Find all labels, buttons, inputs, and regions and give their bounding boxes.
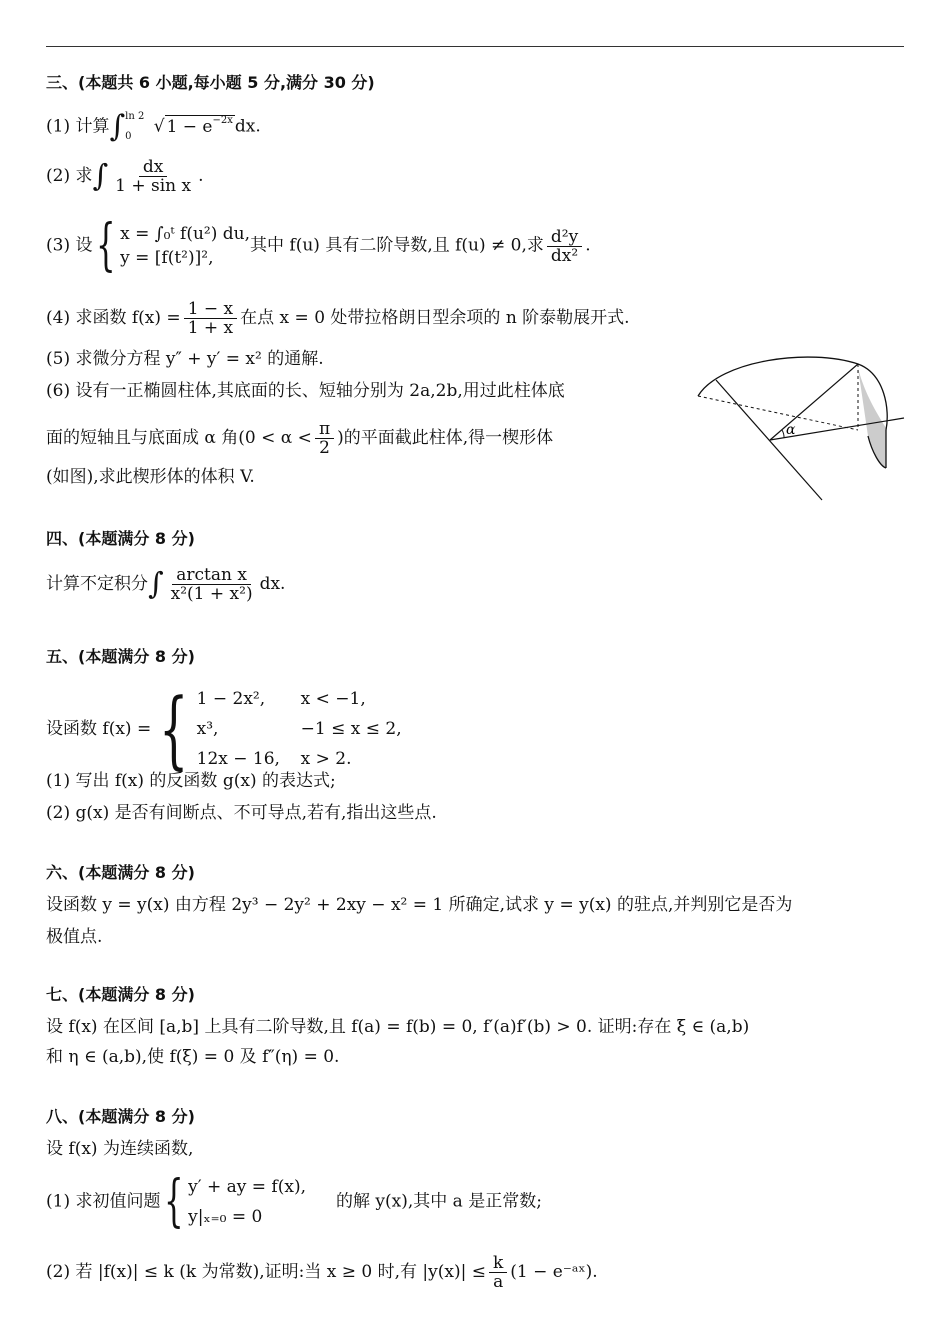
integral-sign: ∫ <box>92 158 109 194</box>
denominator: x²(1 + x²) <box>170 584 253 604</box>
s8-q1-label: (1) 求初值问题 <box>46 1191 161 1212</box>
s4-body <box>46 566 285 603</box>
sqrt-icon: √ <box>153 116 165 137</box>
case-2: y|ₓ₌₀ = 0 <box>188 1207 263 1227</box>
radicand-text: 1 − e <box>166 116 213 137</box>
left-brace-icon: { <box>96 213 117 278</box>
s5-piecewise <box>151 680 402 778</box>
left-brace-icon: { <box>159 680 189 778</box>
s3-q3-text: 其中 f(u) 具有二阶导数,且 f(u) ≠ 0,求 <box>250 235 544 256</box>
s8-intro: 设 f(x) 为连续函数, <box>46 1139 194 1159</box>
top-rule <box>46 46 904 47</box>
s3-q1 <box>46 109 261 144</box>
s3-q1-label: (1) 计算 <box>46 116 110 137</box>
s8-q2-fraction <box>489 1254 507 1291</box>
numerator: k <box>489 1254 507 1273</box>
case-1: x = ∫₀ᵗ f(u²) du, <box>120 224 250 244</box>
s3-q3 <box>46 213 591 278</box>
section-3-title: 三、(本题共 6 小题,每小题 5 分,满分 30 分) <box>46 73 375 92</box>
s3-q6-condition: (0 < α < <box>238 428 312 448</box>
s3-q2-fraction <box>111 158 195 195</box>
s6-line2: 极值点. <box>46 927 103 947</box>
wedge-diagram <box>680 340 910 505</box>
s7-line2: 和 η ∈ (a,b),使 f(ξ) = 0 及 f″(η) = 0. <box>46 1047 340 1067</box>
denominator: 1 + x <box>187 318 234 338</box>
s8-q1-tail: 的解 y(x),其中 a 是正常数; <box>335 1191 542 1212</box>
section-7-title: 七、(本题满分 8 分) <box>46 985 195 1004</box>
radicand-exp: −2x <box>212 114 233 126</box>
denominator: dx² <box>550 245 579 266</box>
denominator: 1 + sin x <box>115 176 192 196</box>
s3-q2-tail: . <box>198 166 204 186</box>
s3-q1-tail: dx. <box>234 116 261 137</box>
numerator: 1 − x <box>184 300 237 319</box>
case-row-2 <box>197 714 402 744</box>
s3-q5: (5) 求微分方程 y″ + y′ = x² 的通解. <box>46 349 324 369</box>
case-3-cond: x > 2. <box>300 749 352 769</box>
lower-limit: 0 <box>125 131 132 142</box>
s3-q4-label: (4) 求函数 f(x) = <box>46 308 181 328</box>
numerator: π <box>315 420 334 439</box>
case-1-cond: x < −1, <box>300 689 366 709</box>
s3-q6-fraction <box>315 420 334 457</box>
case-1-expr: 1 − 2x², <box>196 689 266 709</box>
case-1: y′ + ay = f(x), <box>188 1177 306 1197</box>
s5-q1: (1) 写出 f(x) 的反函数 g(x) 的表达式; <box>46 771 336 791</box>
s8-q2-tail: (1 − e⁻ᵃˣ). <box>510 1262 598 1282</box>
denominator: a <box>493 1272 504 1292</box>
s5-label: 设函数 f(x) = <box>46 719 152 739</box>
case-2: y = [f(t²)]², <box>120 248 214 268</box>
case-3-expr: 12x − 16, <box>196 749 280 769</box>
s3-q3-system <box>92 213 250 278</box>
case-2-expr: x³, <box>196 719 219 739</box>
alpha-label: α <box>786 422 796 438</box>
s8-q1 <box>46 1169 542 1234</box>
s8-q2-text: (2) 若 |f(x)| ≤ k (k 为常数),证明:当 x ≥ 0 时,有 |y(x)| ≤ <box>46 1262 486 1282</box>
s4-tail: dx. <box>259 574 286 594</box>
s6-line1: 设函数 y = y(x) 由方程 2y³ − 2y² + 2xy − x² = 1 所确定,试求 y = y(x) 的驻点,并判别它是否为 <box>46 895 793 915</box>
denominator: 2 <box>319 438 330 458</box>
s5-function <box>46 680 402 778</box>
s3-q2 <box>46 158 204 195</box>
wedge-figure <box>680 340 910 510</box>
s3-q4 <box>46 300 630 337</box>
s3-q6-line3: (如图),求此楔形体的体积 V. <box>46 467 255 487</box>
case-2-cond: −1 ≤ x ≤ 2, <box>300 719 402 739</box>
section-8-title: 八、(本题满分 8 分) <box>46 1107 195 1126</box>
upper-limit: ln 2 <box>125 111 145 122</box>
s3-q6-text-b: )的平面截此柱体,得一楔形体 <box>337 428 554 448</box>
s8-system <box>160 1169 336 1234</box>
case-row-1 <box>197 684 402 714</box>
s3-q1-radicand <box>165 115 235 138</box>
s3-q6-line2 <box>46 420 553 457</box>
left-brace-icon: { <box>164 1169 185 1234</box>
integral-sign: ∫ <box>109 109 126 144</box>
numerator: d²y <box>547 228 582 247</box>
s3-q3-label: (3) 设 <box>46 235 93 256</box>
s3-q3-tail: . <box>585 235 591 256</box>
numerator: dx <box>139 158 167 177</box>
s3-q6-line1: (6) 设有一正椭圆柱体,其底面的长、短轴分别为 2a,2b,用过此柱体底 <box>46 381 565 401</box>
s8-q2 <box>46 1254 598 1291</box>
integral-sign: ∫ <box>148 566 164 602</box>
s3-q6-text-a: 面的短轴且与底面成 α 角 <box>46 428 239 448</box>
section-6-title: 六、(本题满分 8 分) <box>46 863 195 882</box>
section-4-title: 四、(本题满分 8 分) <box>46 529 195 548</box>
s5-q2: (2) g(x) 是否有间断点、不可导点,若有,指出这些点. <box>46 803 437 823</box>
s3-q3-fraction <box>547 228 582 265</box>
s3-q2-label: (2) 求 <box>46 166 93 186</box>
s3-q4-fraction <box>184 300 237 337</box>
s3-q1-limits <box>125 112 144 142</box>
s4-label: 计算不定积分 <box>46 574 148 594</box>
s3-q4-tail: 在点 x = 0 处带拉格朗日型余项的 n 阶泰勒展开式. <box>240 308 630 328</box>
s7-line1: 设 f(x) 在区间 [a,b] 上具有二阶导数,且 f(a) = f(b) = 0, f′(a)f′(b) > 0. 证明:存在 ξ ∈ (a,b) <box>46 1017 750 1037</box>
section-5-title: 五、(本题满分 8 分) <box>46 647 195 666</box>
s4-fraction <box>167 566 257 603</box>
numerator: arctan x <box>172 566 251 585</box>
